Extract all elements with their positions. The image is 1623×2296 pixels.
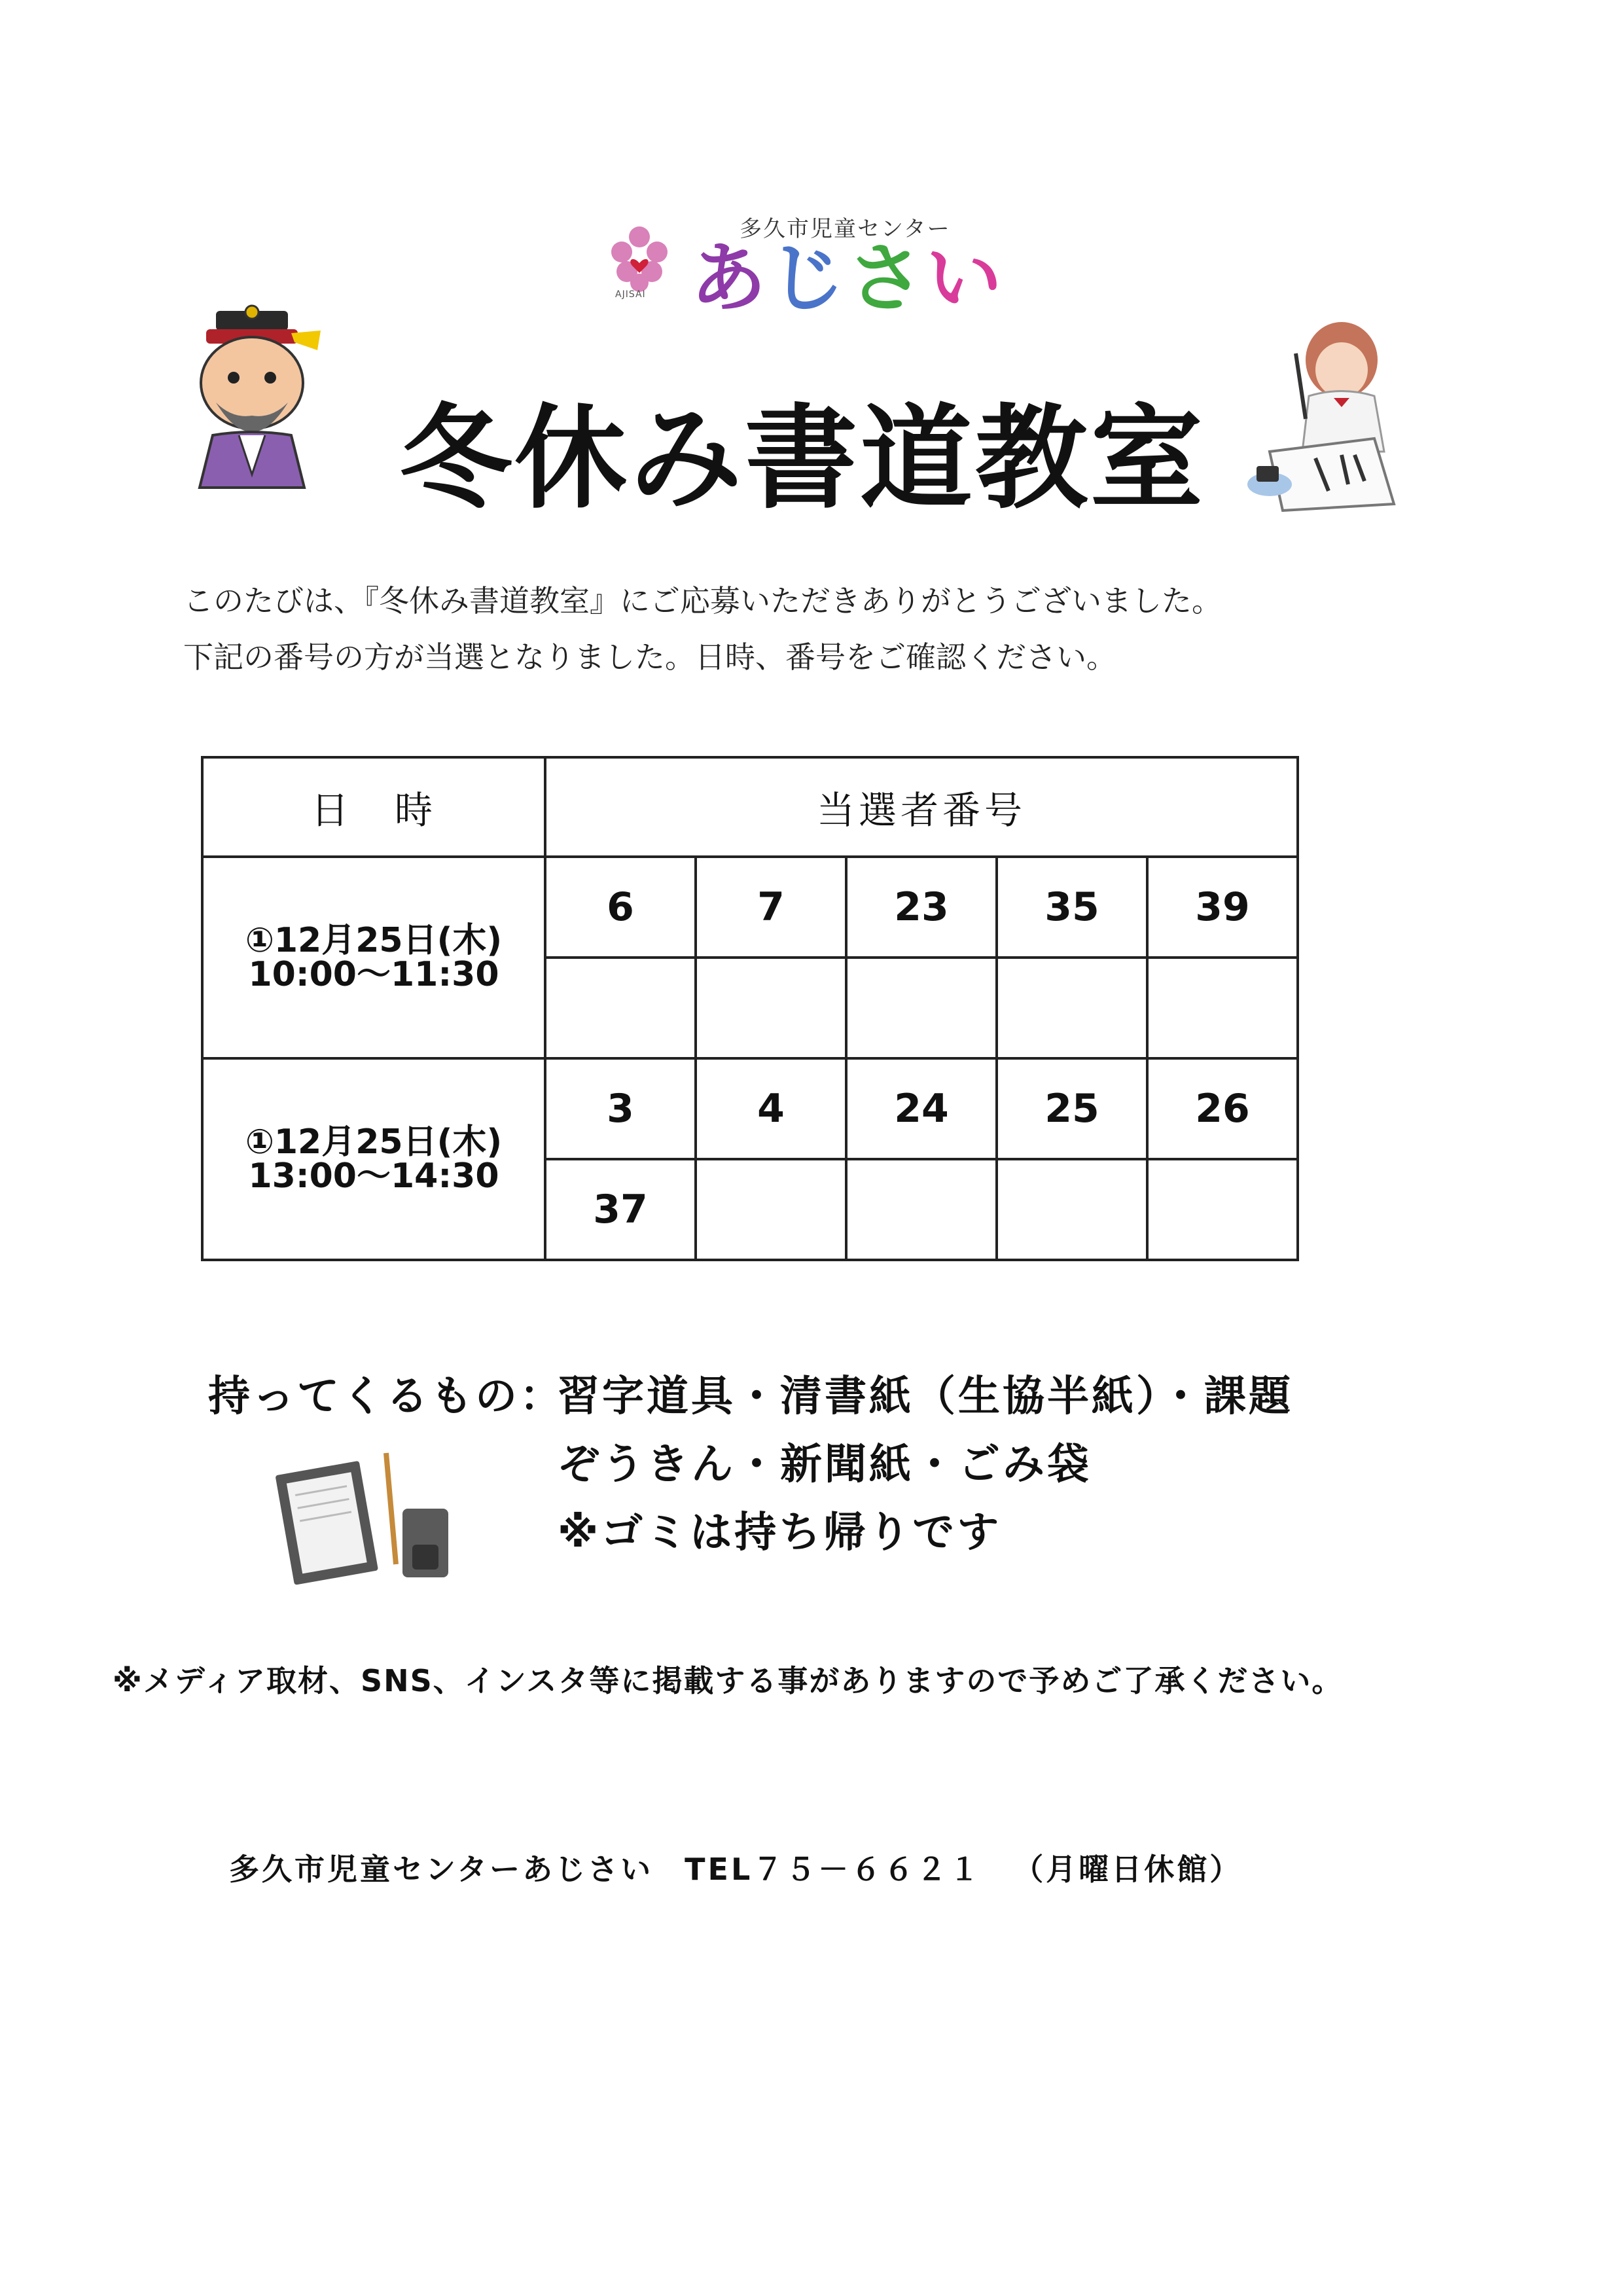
winner-number [1147, 1159, 1298, 1260]
winner-number: 24 [846, 1058, 997, 1159]
session-date: ①12月25日(木) [245, 921, 503, 960]
footer-closed: （月曜日休館） [1013, 1852, 1243, 1887]
session-time: 13:00～14:30 [248, 1157, 499, 1196]
winner-number: 25 [997, 1058, 1147, 1159]
calligraphy-girl-icon [1243, 314, 1400, 517]
winner-number [997, 1159, 1147, 1260]
winner-number [997, 958, 1147, 1058]
intro-line: 下記の番号の方が当選となりました。日時、番号をご確認ください。 [183, 639, 1116, 675]
winner-number: 35 [997, 857, 1147, 958]
logo-char: さ [847, 234, 926, 323]
logo-subtitle: 多久市児童センター [740, 216, 951, 242]
bring-label: 持ってくるもの： [208, 1372, 564, 1421]
winner-number [1147, 958, 1298, 1058]
winner-number [545, 958, 696, 1058]
bring-item-line: 習字道具・清書紙（生協半紙）・課題 [558, 1372, 1293, 1421]
winner-number: 37 [545, 1159, 696, 1260]
intro-line: このたびは、『冬休み書道教室』にご応募いただきありがとうございました。 [183, 583, 1222, 619]
winner-number: 7 [696, 857, 846, 958]
logo-char: い [926, 234, 1005, 323]
winner-number: 26 [1147, 1058, 1298, 1159]
winner-number: 6 [545, 857, 696, 958]
footer-name: 多久市児童センターあじさい [229, 1852, 654, 1887]
media-notice: ※メディア取材、SNS、インスタ等に掲載する事がありますので予めご了承ください。 [113, 1663, 1344, 1698]
winner-number [846, 1159, 997, 1260]
logo-char: じ [769, 234, 847, 323]
winner-number [846, 958, 997, 1058]
table-header-row [202, 757, 1298, 857]
winner-number: 23 [846, 857, 997, 958]
session-datetime [202, 1058, 545, 1260]
footer-tel: TEL７５－６６２１ [685, 1852, 982, 1887]
winners-table [201, 756, 1299, 1261]
bring-item-line: ※ゴミは持ち帰りです [558, 1509, 1002, 1557]
table-row [202, 857, 1298, 958]
bring-item-line: ぞうきん・新聞紙・ごみ袋 [558, 1441, 1092, 1489]
session-datetime [202, 857, 545, 1058]
winner-number: 4 [696, 1058, 846, 1159]
calligraphy-tools-icon [275, 1446, 458, 1590]
logo-wordmark [690, 234, 1005, 323]
scholar-character-icon [180, 304, 324, 494]
table-row [202, 1058, 1298, 1159]
session-time: 10:00～11:30 [248, 955, 499, 994]
footer [229, 1846, 1274, 1889]
logo-english: AJISAI [615, 289, 646, 300]
logo-char: あ [690, 234, 769, 323]
winner-number [696, 958, 846, 1058]
header-date: 日 時 [202, 757, 545, 857]
winner-number: 3 [545, 1058, 696, 1159]
session-date: ①12月25日(木) [245, 1122, 503, 1162]
winner-number [696, 1159, 846, 1260]
header-numbers: 当選者番号 [545, 757, 1298, 857]
page-title: 冬休み書道教室 [399, 393, 1205, 524]
winner-number: 39 [1147, 857, 1298, 958]
